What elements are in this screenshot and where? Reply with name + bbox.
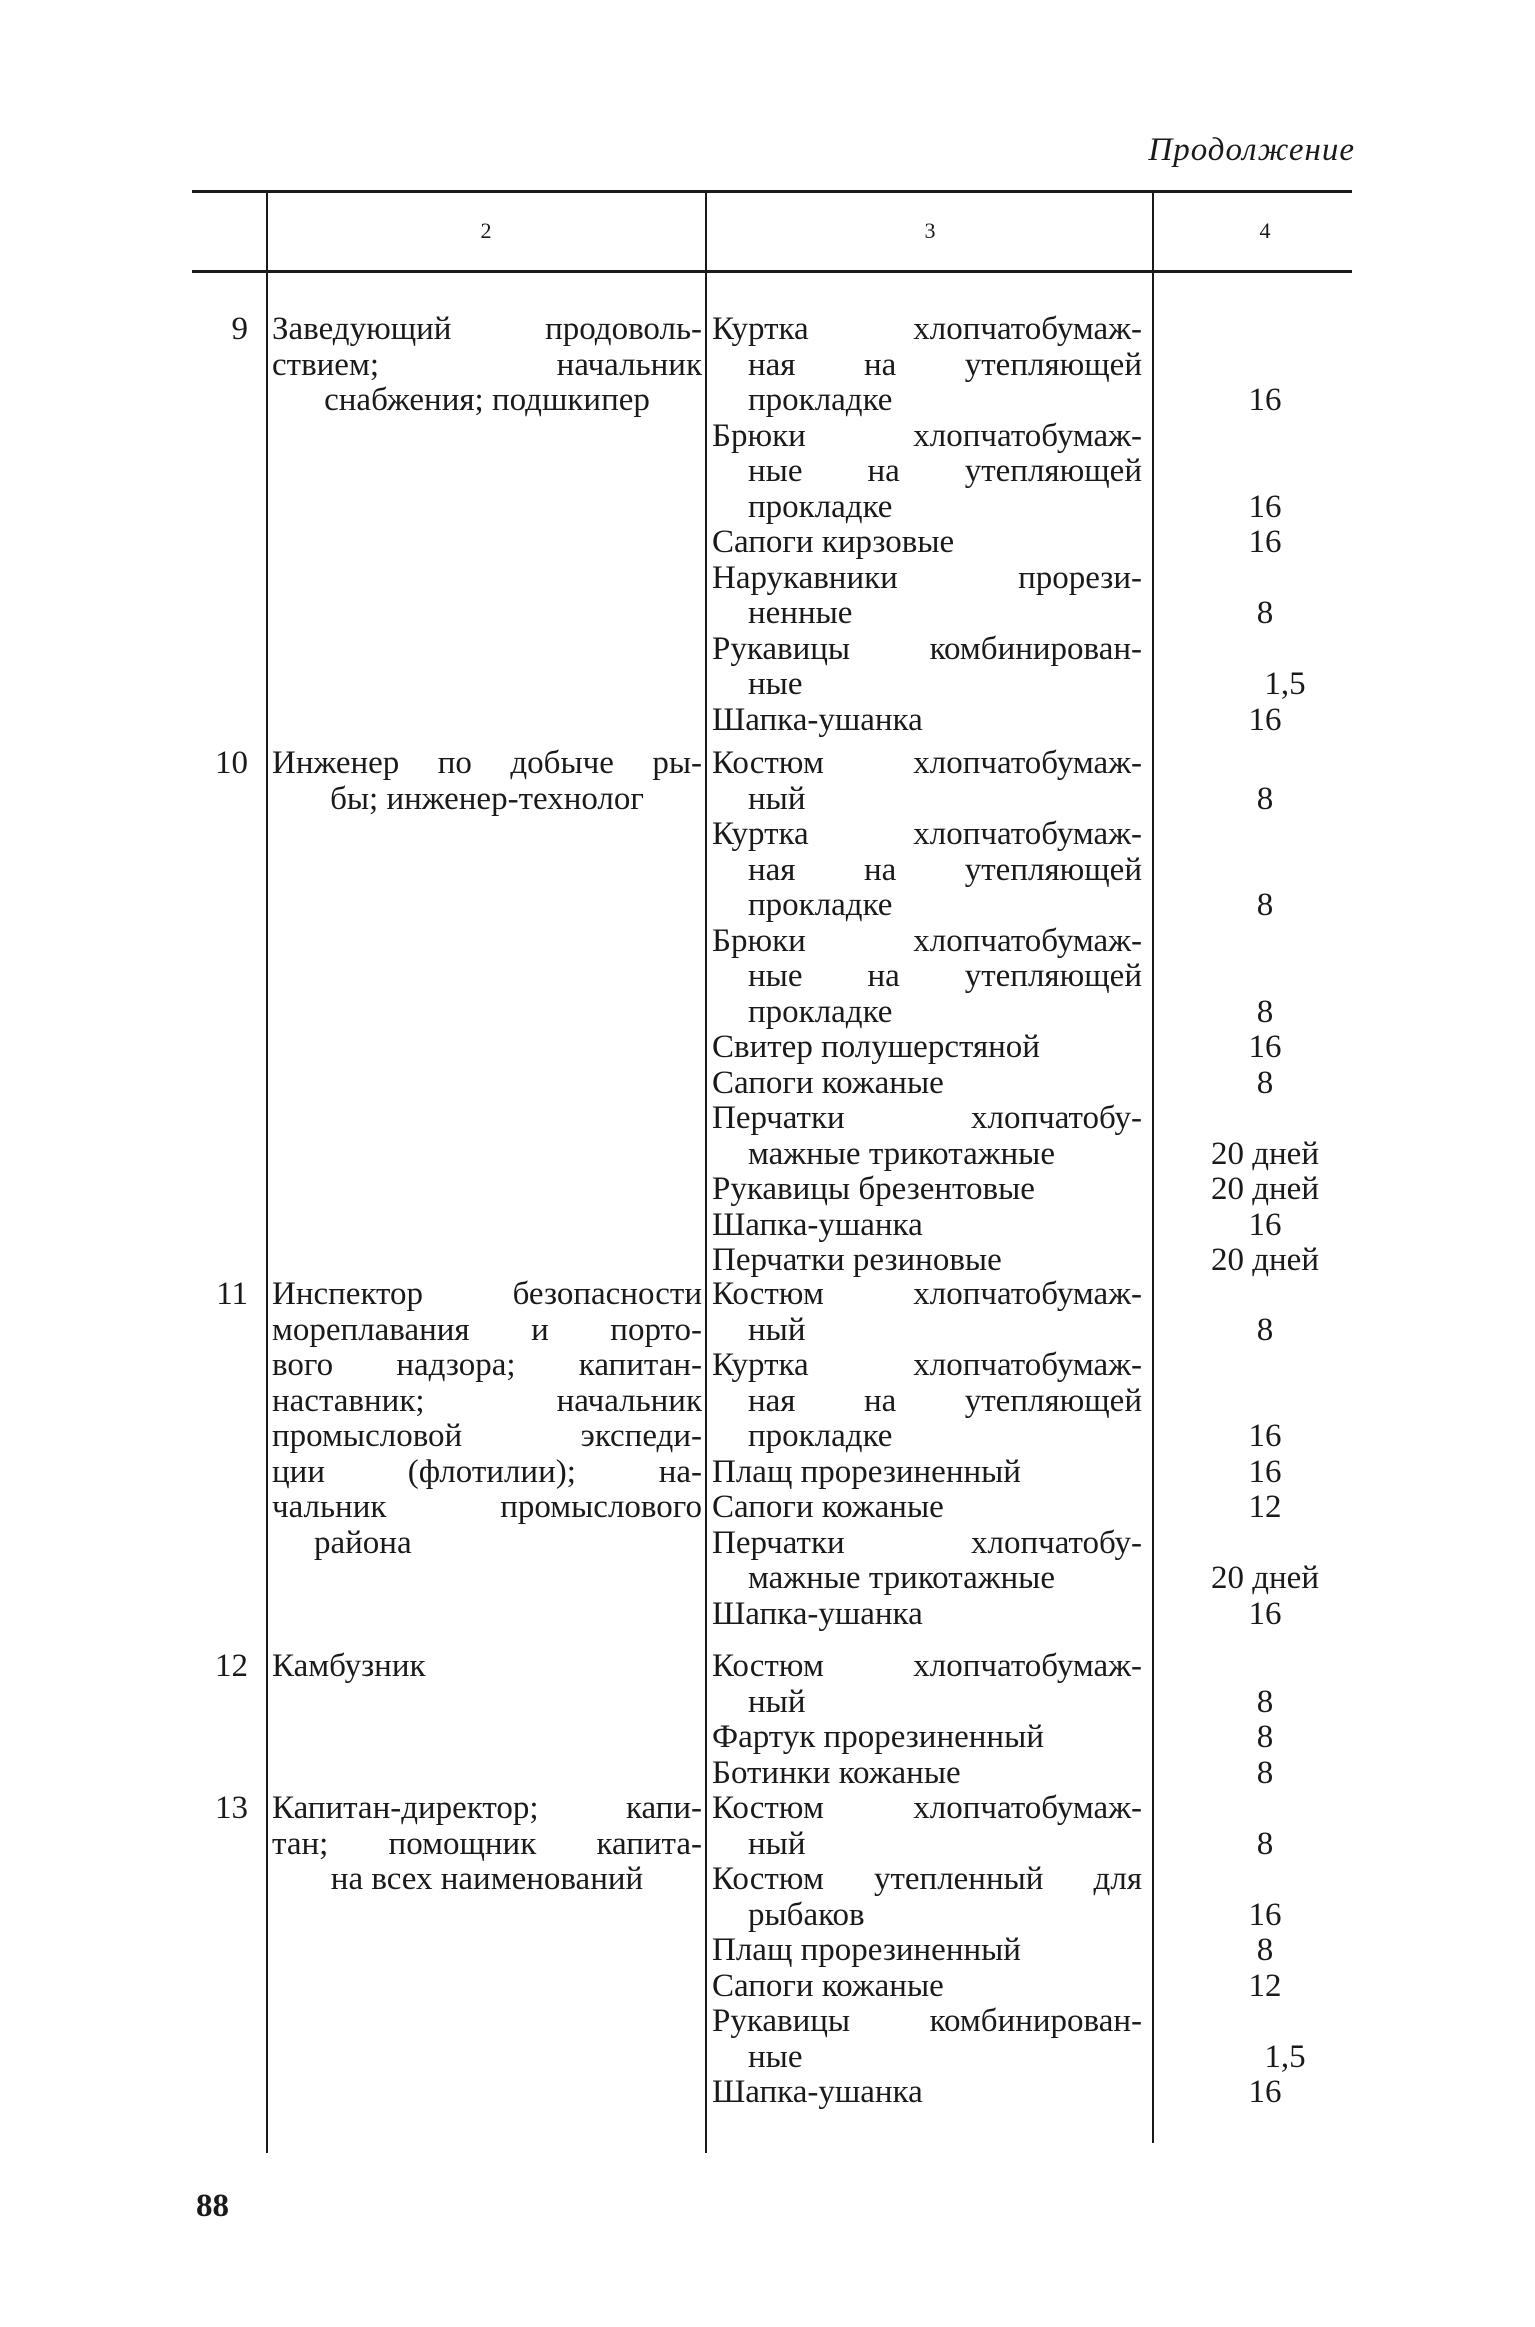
position-line: Заведующий продоволь- — [272, 311, 702, 347]
wear-term: 16 — [1248, 1595, 1282, 1632]
position-cell — [272, 746, 702, 817]
wear-term: 16 — [1248, 2074, 1282, 2110]
wear-term: 8 — [1256, 1825, 1274, 1862]
wear-term: 8 — [1256, 1932, 1274, 1968]
table-header-rule — [192, 270, 1352, 273]
position-line: на всех наименований — [330, 1861, 644, 1897]
wear-term: 16 — [1248, 1418, 1282, 1454]
row-number: 11 — [216, 1276, 248, 1312]
item-line: Костюм хлопчатобумаж- — [712, 1790, 1142, 1826]
wear-term: 16 — [1248, 1029, 1282, 1065]
position-line: промысловой экспеди- — [272, 1418, 702, 1454]
item-line: ные — [748, 666, 803, 702]
position-line: бы; инженер-технолог — [330, 780, 644, 817]
item-line: Плащ прорезиненный — [712, 1453, 1021, 1490]
item-line: Шапка-ушанка — [712, 1595, 923, 1632]
position-line: Камбузник — [272, 1648, 426, 1684]
position-cell — [272, 312, 702, 419]
item-entry — [712, 1862, 1142, 1933]
position-line: Капитан-директор; капи- — [272, 1790, 702, 1826]
item-line: ные на утепляющей — [748, 453, 1142, 489]
wear-term: 20 дней — [1210, 1560, 1319, 1596]
wear-term: 12 — [1248, 1489, 1282, 1525]
item-line: Рукавицы брезентовые — [712, 1171, 1035, 1207]
position-cell — [272, 1649, 702, 1685]
position-line: вого надзора; капитан- — [272, 1347, 702, 1383]
item-line: Сапоги кирзовые — [712, 524, 955, 560]
position-line: района — [314, 1524, 412, 1561]
wear-term: 8 — [1256, 780, 1274, 817]
item-entry — [712, 1030, 1142, 1066]
item-entry — [712, 1348, 1142, 1455]
wear-term: 16 — [1248, 382, 1282, 418]
item-line: мажные трикотажные — [748, 1135, 1055, 1172]
item-entry — [712, 1597, 1142, 1633]
item-line: Рукавицы комбинирован- — [712, 2003, 1142, 2039]
item-line: Перчатки резиновые — [712, 1242, 1002, 1278]
item-line: Куртка хлопчатобумаж- — [712, 816, 1142, 852]
column-divider-3 — [1152, 193, 1154, 2143]
item-line: ные на утепляющей — [748, 958, 1142, 994]
item-entry — [712, 1101, 1142, 1172]
position-line: ствием; начальник — [272, 346, 702, 383]
wear-term: 16 — [1248, 524, 1282, 560]
item-line: Сапоги кожаные — [712, 1064, 944, 1101]
item-line: прокладке — [748, 382, 893, 418]
item-line: ная на утепляющей — [748, 1382, 1142, 1419]
item-line: Костюм хлопчатобумаж- — [712, 745, 1142, 781]
item-entry — [712, 1791, 1142, 1862]
item-entry — [712, 817, 1142, 924]
item-entry — [712, 1649, 1142, 1720]
position-line: Инспектор безопасности — [272, 1276, 702, 1312]
wear-term: 16 — [1248, 1206, 1282, 1243]
item-line: ная на утепляющей — [748, 851, 1142, 888]
row-number: 12 — [215, 1648, 248, 1684]
item-entry — [712, 924, 1142, 1031]
wear-term: 8 — [1256, 993, 1274, 1030]
wear-term: 16 — [1248, 488, 1282, 525]
item-line: Перчатки хлопчатобу- — [712, 1524, 1142, 1561]
item-line: Нарукавники прорези- — [712, 559, 1142, 596]
table-top-rule — [192, 190, 1352, 193]
header-col-2: 2 — [480, 218, 492, 243]
item-entry — [712, 1172, 1142, 1208]
item-entry — [712, 1277, 1142, 1348]
wear-term: 8 — [1256, 1064, 1274, 1101]
item-line: Рукавицы комбинирован- — [712, 630, 1142, 667]
continued-label: Продолжение — [1148, 132, 1355, 168]
wear-term: 20 дней — [1210, 1171, 1319, 1207]
item-line: прокладке — [748, 488, 893, 525]
item-line: Свитер полушерстяной — [712, 1029, 1040, 1065]
item-entry — [712, 632, 1142, 703]
item-entry — [712, 2075, 1142, 2111]
item-entry — [712, 312, 1142, 419]
item-entry — [712, 703, 1142, 739]
item-line: рыбаков — [748, 1896, 865, 1933]
item-entry — [712, 746, 1142, 817]
position-line: наставник; начальник — [272, 1382, 702, 1419]
wear-term: 8 — [1256, 1683, 1274, 1720]
item-entry — [712, 1756, 1142, 1792]
item-line: прокладке — [748, 887, 893, 923]
item-line: прокладке — [748, 1418, 893, 1454]
page-number: 88 — [196, 2188, 229, 2224]
item-entry — [712, 1243, 1142, 1279]
position-line: чальник промыслового — [272, 1489, 702, 1525]
item-line: Плащ прорезиненный — [712, 1932, 1021, 1968]
item-line: Брюки хлопчатобумаж- — [712, 922, 1142, 959]
item-line: ный — [748, 1825, 806, 1862]
item-line: Костюм утепленный для — [712, 1861, 1142, 1897]
item-line: ный — [748, 1311, 806, 1348]
item-line: Ботинки кожаные — [712, 1754, 961, 1791]
item-line: Шапка-ушанка — [712, 2074, 923, 2110]
item-entry — [712, 1066, 1142, 1102]
row-number: 10 — [215, 745, 248, 781]
item-line: ные — [748, 2038, 803, 2075]
wear-term: 16 — [1248, 1896, 1282, 1933]
item-line: прокладке — [748, 993, 893, 1030]
item-entry — [712, 1208, 1142, 1244]
item-line: Куртка хлопчатобумаж- — [712, 311, 1142, 347]
item-entry — [712, 1720, 1142, 1756]
item-entry — [712, 1969, 1142, 2005]
item-entry — [712, 561, 1142, 632]
header-col-3: 3 — [924, 218, 936, 243]
item-entry — [712, 1490, 1142, 1526]
wear-term: 8 — [1256, 887, 1274, 923]
position-cell — [272, 1277, 702, 1561]
item-line: ненные — [748, 595, 853, 631]
position-cell — [272, 1791, 702, 1898]
position-line: тан; помощник капита- — [272, 1825, 702, 1862]
item-line: Фартук прорезиненный — [712, 1719, 1044, 1755]
position-line: Инженер по добыче ры- — [272, 745, 702, 781]
wear-term: 8 — [1256, 1311, 1274, 1348]
item-entry — [712, 1526, 1142, 1597]
item-line: ный — [748, 780, 806, 817]
item-entry — [712, 525, 1142, 561]
wear-term: 20 дней — [1210, 1135, 1319, 1172]
item-line: ный — [748, 1683, 806, 1720]
position-line: ции (флотилии); на- — [272, 1453, 702, 1490]
wear-term: 12 — [1248, 1967, 1282, 2004]
item-line: Куртка хлопчатобумаж- — [712, 1347, 1142, 1383]
item-line: ная на утепляющей — [748, 346, 1142, 383]
item-line: Перчатки хлопчатобу- — [712, 1100, 1142, 1136]
wear-term: 16 — [1248, 1453, 1282, 1490]
position-line: мореплавания и порто- — [272, 1311, 702, 1348]
wear-term: 1,5 — [1264, 666, 1306, 702]
item-line: Сапоги кожаные — [712, 1967, 944, 2004]
wear-term: 8 — [1256, 1719, 1274, 1755]
item-line: Брюки хлопчатобумаж- — [712, 417, 1142, 454]
item-line: Костюм хлопчатобумаж- — [712, 1648, 1142, 1684]
item-line: мажные трикотажные — [748, 1560, 1055, 1596]
item-entry — [712, 2004, 1142, 2075]
item-line: Шапка-ушанка — [712, 1206, 923, 1243]
position-line: снабжения; подшкипер — [324, 382, 650, 418]
item-entry — [712, 1455, 1142, 1491]
wear-term: 16 — [1248, 701, 1282, 738]
wear-term: 1,5 — [1264, 2038, 1306, 2075]
item-line: Костюм хлопчатобумаж- — [712, 1276, 1142, 1312]
item-line: Шапка-ушанка — [712, 701, 923, 738]
wear-term: 8 — [1256, 1754, 1274, 1791]
item-line: Сапоги кожаные — [712, 1489, 944, 1525]
wear-term: 8 — [1256, 595, 1274, 631]
header-col-4: 4 — [1259, 218, 1271, 243]
column-divider-2 — [705, 193, 707, 2153]
column-divider-1 — [266, 193, 268, 2153]
item-entry — [712, 419, 1142, 526]
row-number: 13 — [215, 1790, 248, 1826]
row-number: 9 — [231, 311, 248, 347]
item-entry — [712, 1933, 1142, 1969]
wear-term: 20 дней — [1210, 1242, 1319, 1278]
